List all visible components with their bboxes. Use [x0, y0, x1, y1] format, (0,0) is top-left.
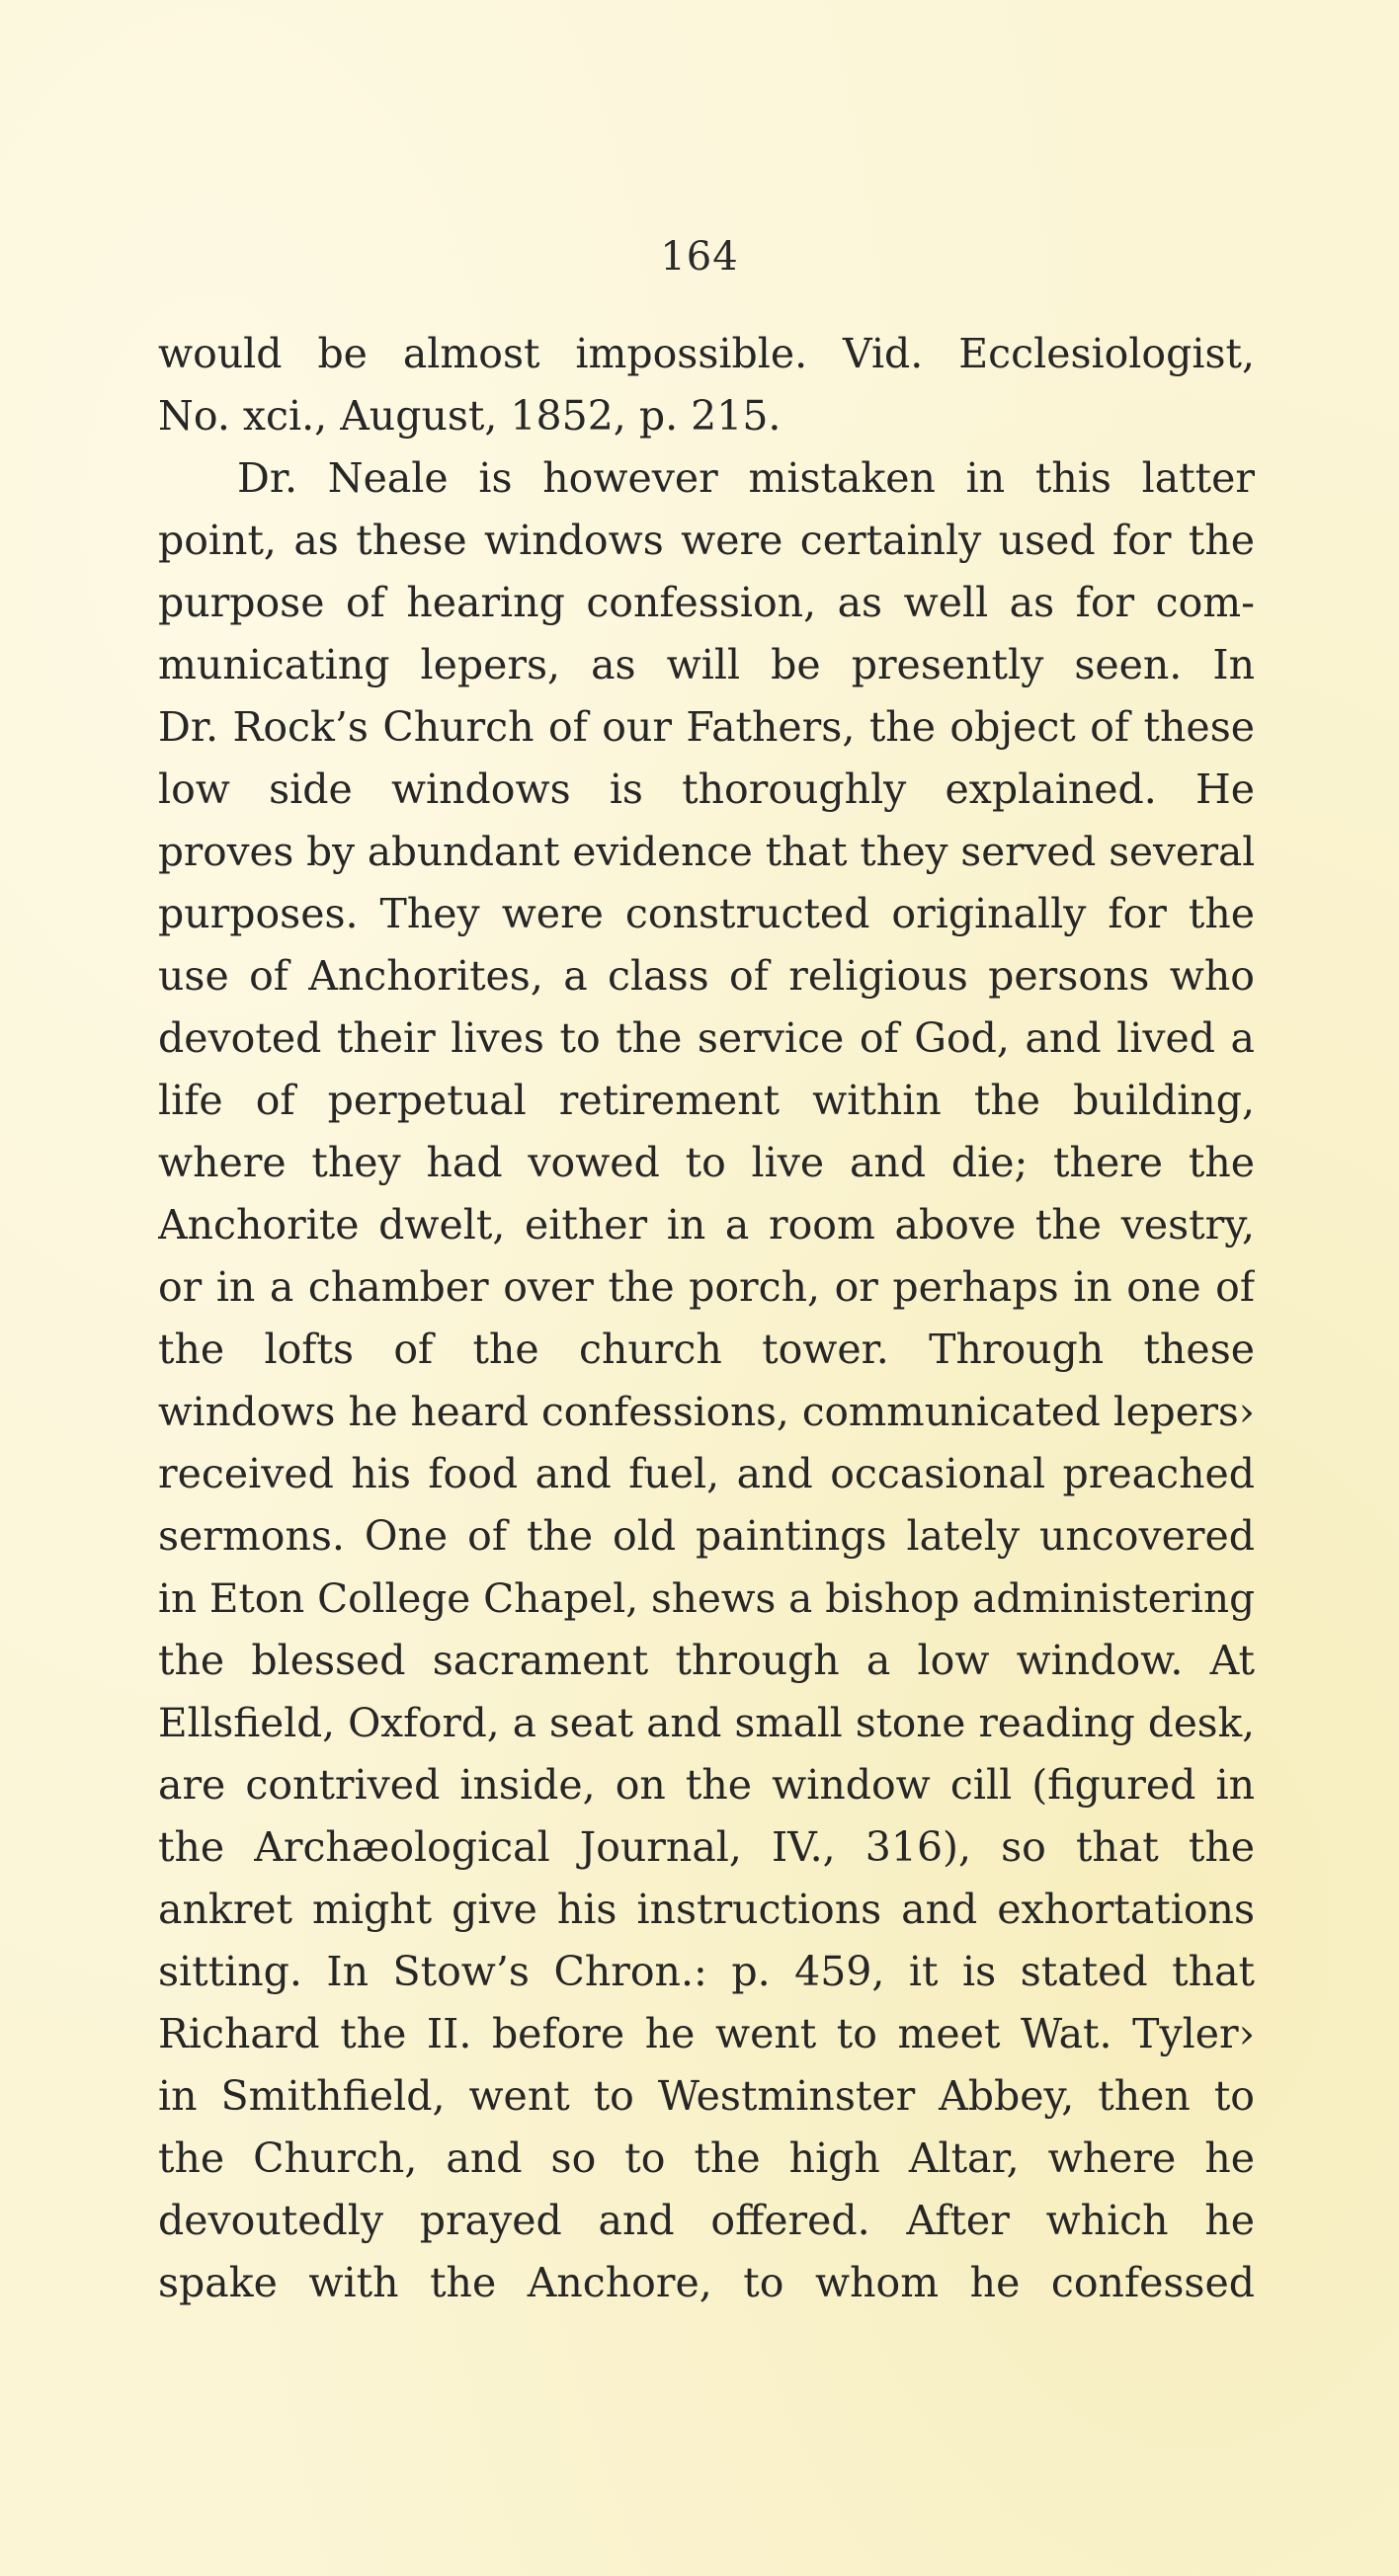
text-line: use of Anchorites, a class of religious persons who	[158, 952, 1255, 1000]
text-line: or in a chamber over the porch, or perhaps in one of	[158, 1263, 1255, 1311]
text-line: Dr. Rock’s Church of our Fathers, the object of these	[158, 703, 1255, 751]
text-line: Richard the II. before he went to meet Wat. Tyler›	[158, 2010, 1255, 2057]
page-number: 164	[660, 234, 739, 280]
text-line: the blessed sacrament through a low window. At	[158, 1637, 1255, 1684]
text-line: Dr. Neale is however mistaken in this latter	[237, 454, 1255, 502]
text-line: purposes. They were constructed originally for the	[158, 890, 1255, 937]
text-line: the Church, and so to the high Altar, where he	[158, 2134, 1255, 2182]
text-line: proves by abundant evidence that they served several	[158, 828, 1255, 875]
text-line: spake with the Anchore, to whom he confessed	[158, 2259, 1255, 2306]
text-line: ankret might give his instructions and exhortations	[158, 1886, 1255, 1933]
text-line: in Smithfield, went to Westminster Abbey, then to	[158, 2072, 1255, 2120]
text-line: Ellsfield, Oxford, a seat and small stone reading desk,	[158, 1699, 1255, 1746]
text-line: No. xci., August, 1852, p. 215.	[158, 392, 782, 440]
text-line: in Eton College Chapel, shews a bishop administering	[158, 1574, 1255, 1622]
text-line: are contrived inside, on the window cill (figured in	[158, 1761, 1255, 1809]
text-line: purpose of hearing confession, as well as for com-	[158, 579, 1255, 626]
text-line: low side windows is thoroughly explained. He	[158, 765, 1255, 813]
text-line: sermons. One of the old paintings lately uncovered	[158, 1512, 1255, 1560]
text-line: where they had vowed to live and die; there the	[158, 1139, 1255, 1186]
text-line: Anchorite dwelt, either in a room above the vestry,	[158, 1201, 1255, 1248]
text-line: received his food and fuel, and occasional preached	[158, 1450, 1255, 1497]
text-line: devoted their lives to the service of God, and lived a	[158, 1014, 1255, 1062]
text-line: municating lepers, as will be presently seen. In	[158, 641, 1255, 688]
text-line: the Archæological Journal, IV., 316), so that the	[158, 1823, 1255, 1871]
text-line: devoutedly prayed and offered. After which he	[158, 2197, 1255, 2244]
text-line: would be almost impossible. Vid. Ecclesiologist,	[158, 330, 1255, 377]
text-line: windows he heard confessions, communicated lepers›	[158, 1388, 1255, 1435]
text-line: life of perpetual retirement within the building,	[158, 1077, 1255, 1124]
text-line: point, as these windows were certainly used for the	[158, 517, 1255, 564]
text-line: the lofts of the church tower. Through these	[158, 1326, 1255, 1373]
body-text	[158, 323, 1255, 2314]
text-line: sitting. In Stow’s Chron.: p. 459, it is stated that	[158, 1948, 1255, 1995]
